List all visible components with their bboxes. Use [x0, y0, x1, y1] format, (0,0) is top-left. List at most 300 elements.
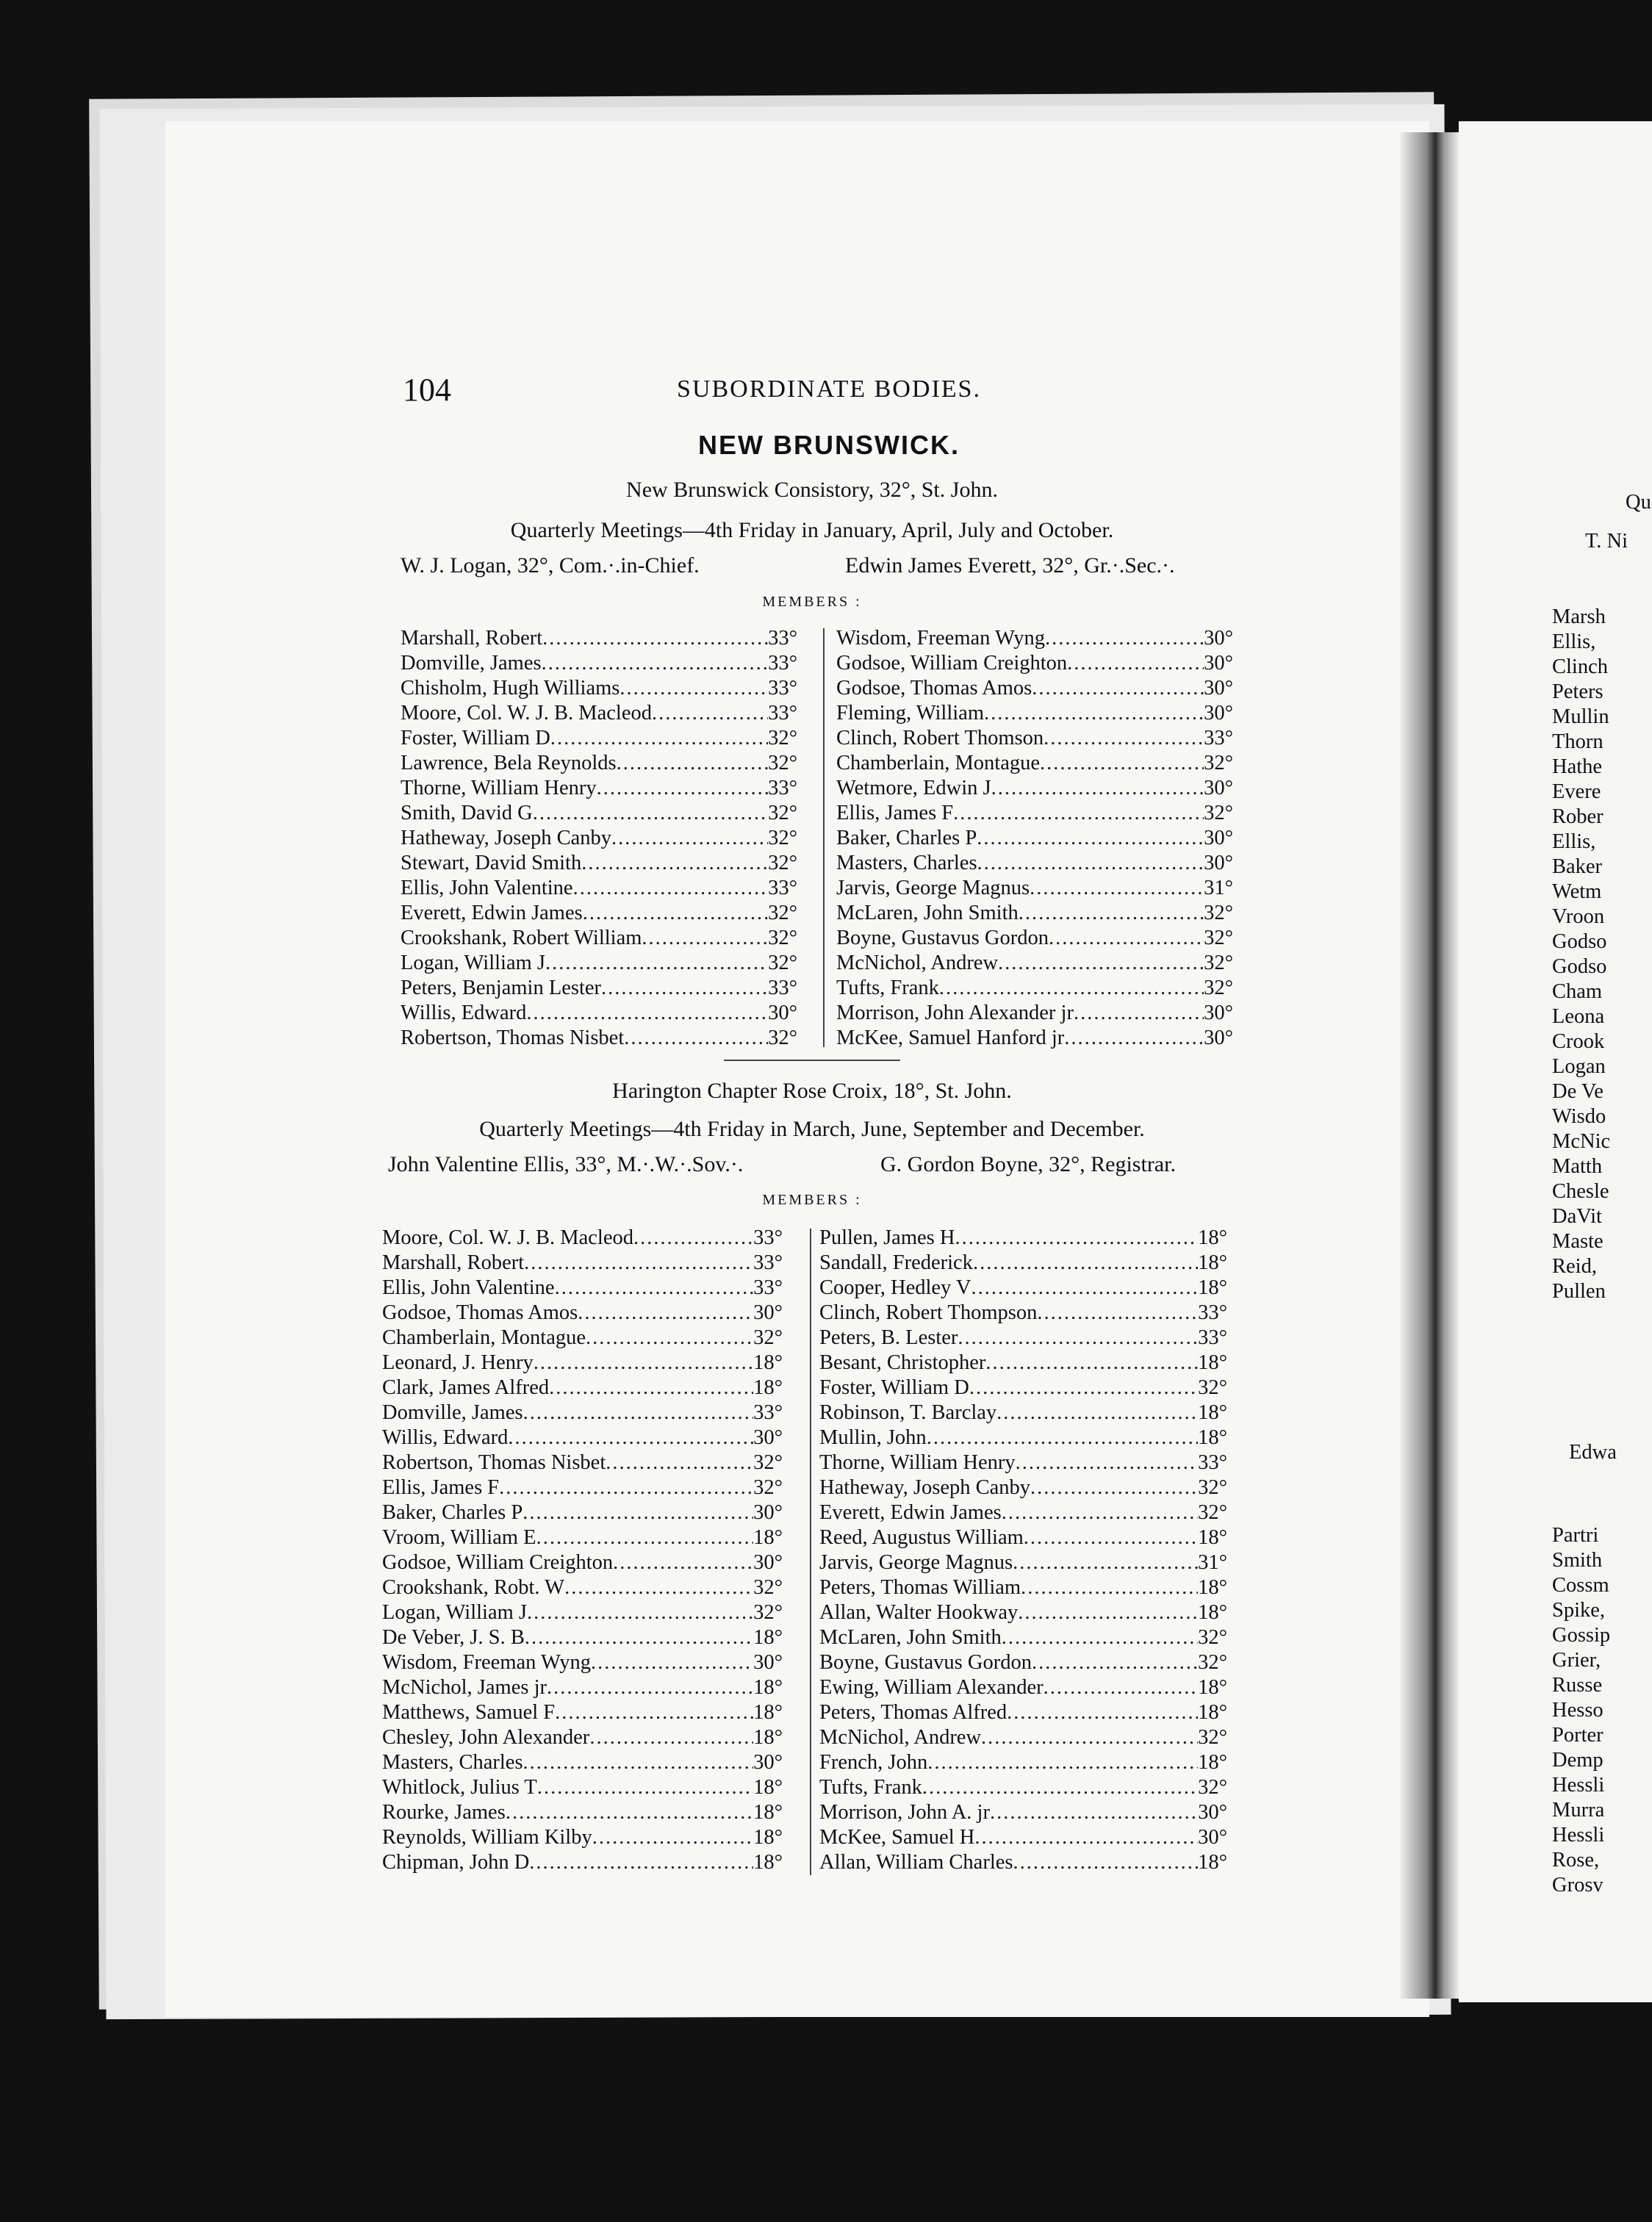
facing-list-item: Leona	[1552, 1005, 1605, 1028]
member-degree: 18°	[1198, 1426, 1227, 1449]
member-name: Logan, William J	[401, 952, 546, 974]
member-row	[401, 851, 797, 876]
member-degree: 32°	[753, 1476, 783, 1499]
member-name: French, John	[819, 1751, 928, 1774]
member-degree: 33°	[1198, 1326, 1227, 1349]
facing-list-item: Ellis,	[1552, 630, 1596, 653]
member-row	[382, 1775, 783, 1800]
member-name: Moore, Col. W. J. B. Macleod	[401, 702, 652, 725]
member-row	[819, 1425, 1227, 1450]
member-degree: 31°	[1204, 877, 1233, 899]
leader-dots	[592, 1825, 753, 1850]
member-degree: 18°	[1198, 1251, 1227, 1274]
leader-dots	[1002, 1625, 1198, 1650]
member-name: Mullin, John	[819, 1426, 927, 1449]
member-degree: 18°	[753, 1676, 783, 1699]
member-degree: 18°	[1198, 1351, 1227, 1374]
member-degree: 30°	[1204, 852, 1233, 874]
member-name: Stewart, David Smith	[401, 852, 582, 874]
member-row	[836, 651, 1233, 676]
member-name: Jarvis, George Magnus	[836, 877, 1030, 899]
member-row	[819, 1251, 1227, 1276]
leader-dots	[1007, 1700, 1198, 1725]
facing-list-item: Murra	[1552, 1799, 1605, 1822]
member-degree: 32°	[1204, 802, 1233, 824]
member-name: McNichol, Andrew	[819, 1726, 982, 1749]
facing-list-item: Russe	[1552, 1674, 1603, 1697]
member-row	[382, 1301, 783, 1326]
leader-dots	[586, 1326, 753, 1351]
member-name: Marshall, Robert	[382, 1251, 525, 1274]
member-degree: 18°	[753, 1701, 783, 1724]
member-row	[382, 1475, 783, 1500]
leader-dots	[555, 1276, 754, 1301]
member-row	[382, 1351, 783, 1376]
member-row	[401, 751, 797, 776]
member-row	[819, 1475, 1227, 1500]
member-row	[836, 851, 1233, 876]
chapter-meetings: Quarterly Meetings—4th Friday in March, June, September and December.	[479, 1117, 1145, 1141]
leader-dots	[533, 801, 768, 826]
member-row	[401, 926, 797, 951]
book-gutter	[1400, 132, 1459, 1999]
leader-dots	[642, 926, 768, 951]
member-name: Masters, Charles	[836, 852, 977, 874]
leader-dots	[1049, 926, 1204, 951]
member-name: Ellis, James F	[382, 1476, 500, 1499]
member-row	[819, 1725, 1227, 1750]
member-degree: 30°	[768, 1002, 797, 1024]
leader-dots	[972, 1276, 1199, 1301]
member-name: Whitlock, Julius T	[382, 1776, 537, 1799]
facing-list-item: Vroon	[1552, 905, 1605, 928]
member-degree: 33°	[753, 1226, 783, 1249]
member-name: Tufts, Frank	[819, 1776, 922, 1799]
member-name: Chamberlain, Montague	[382, 1326, 586, 1349]
leader-dots	[581, 851, 768, 876]
member-degree: 18°	[753, 1626, 783, 1649]
facing-fragment: Edwa	[1569, 1441, 1617, 1464]
member-row	[382, 1850, 783, 1875]
member-row	[819, 1301, 1227, 1326]
member-degree: 33°	[768, 652, 797, 675]
leader-dots	[985, 1351, 1198, 1376]
member-name: McLaren, John Smith	[819, 1626, 1002, 1649]
member-name: Wisdom, Freeman Wyng	[836, 627, 1045, 650]
leader-dots	[522, 1500, 753, 1525]
member-degree: 33°	[768, 702, 797, 725]
member-name: Thorne, William Henry	[401, 777, 597, 799]
member-row	[819, 1376, 1227, 1401]
leader-dots	[1024, 1525, 1198, 1550]
member-row	[382, 1600, 783, 1625]
member-name: Jarvis, George Magnus	[819, 1551, 1013, 1574]
member-degree: 32°	[768, 852, 797, 874]
member-degree: 33°	[1198, 1451, 1227, 1474]
facing-list-item: Cossm	[1552, 1574, 1609, 1597]
page-header	[403, 371, 1255, 408]
leader-dots	[1002, 1500, 1198, 1525]
member-row	[382, 1700, 783, 1725]
member-name: Marshall, Robert	[401, 627, 543, 650]
leader-dots	[526, 1001, 768, 1026]
member-degree: 18°	[1198, 1401, 1227, 1424]
member-name: Clark, James Alfred	[382, 1376, 550, 1399]
consistory-officer-left: W. J. Logan, 32°, Com.·.in-Chief.	[401, 553, 700, 578]
facing-list-item: Peters	[1552, 680, 1603, 703]
member-row	[836, 801, 1233, 826]
leader-dots	[977, 826, 1204, 851]
member-name: Hatheway, Joseph Canby	[401, 827, 612, 849]
facing-list-item: Hessli	[1552, 1824, 1605, 1847]
member-row	[819, 1326, 1227, 1351]
facing-header-fragment: Qu	[1626, 491, 1651, 514]
leader-dots	[1064, 1026, 1204, 1051]
leader-dots	[555, 1700, 753, 1725]
member-degree: 18°	[1198, 1851, 1227, 1874]
member-row	[836, 976, 1233, 1001]
member-name: Foster, William D	[401, 727, 550, 749]
member-degree: 30°	[753, 1301, 783, 1324]
member-degree: 33°	[753, 1251, 783, 1274]
member-row	[401, 976, 797, 1001]
leader-dots	[996, 1401, 1198, 1425]
leader-dots	[545, 951, 768, 976]
member-row	[401, 1001, 797, 1026]
member-degree: 18°	[753, 1726, 783, 1749]
facing-list-item: Smith	[1552, 1549, 1603, 1572]
leader-dots	[1037, 1301, 1198, 1326]
facing-list-item: Demp	[1552, 1749, 1603, 1772]
member-degree: 31°	[1198, 1551, 1227, 1574]
member-row	[382, 1500, 783, 1525]
right-page	[1459, 121, 1652, 2002]
facing-list-item: Grier,	[1552, 1649, 1601, 1672]
member-row	[836, 1026, 1233, 1051]
facing-list-item: Ellis,	[1552, 830, 1596, 853]
member-name: Robertson, Thomas Nisbet	[382, 1451, 606, 1474]
member-name: Rourke, James	[382, 1801, 506, 1824]
leader-dots	[549, 1376, 753, 1401]
member-row	[836, 826, 1233, 851]
member-name: Crookshank, Robert William	[401, 927, 642, 949]
member-name: Moore, Col. W. J. B. Macleod	[382, 1226, 633, 1249]
leader-dots	[597, 776, 768, 801]
member-row	[819, 1675, 1227, 1700]
member-degree: 32°	[1198, 1776, 1227, 1799]
member-row	[836, 901, 1233, 926]
member-row	[819, 1500, 1227, 1525]
leader-dots	[652, 701, 768, 726]
leader-dots	[534, 1351, 753, 1376]
member-row	[819, 1550, 1227, 1575]
member-name: Wetmore, Edwin J	[836, 777, 991, 799]
facing-list-item: Baker	[1552, 855, 1603, 878]
member-name: McNichol, James jr	[382, 1676, 547, 1699]
member-row	[819, 1276, 1227, 1301]
running-head: SUBORDINATE BODIES.	[677, 375, 981, 403]
member-degree: 18°	[1198, 1276, 1227, 1299]
leader-dots	[973, 1251, 1198, 1276]
facing-list-item: Partri	[1552, 1524, 1599, 1547]
member-row	[401, 876, 797, 901]
member-degree: 18°	[753, 1526, 783, 1549]
member-degree: 32°	[768, 752, 797, 774]
member-degree: 32°	[1204, 752, 1233, 774]
member-degree: 32°	[1198, 1376, 1227, 1399]
member-row	[836, 626, 1233, 651]
leader-dots	[542, 626, 768, 651]
member-degree: 33°	[753, 1276, 783, 1299]
member-degree: 33°	[768, 877, 797, 899]
facing-list-item: Rober	[1552, 805, 1603, 828]
member-degree: 18°	[1198, 1526, 1227, 1549]
facing-list-item: Maste	[1552, 1230, 1603, 1253]
member-row	[836, 701, 1233, 726]
member-name: Clinch, Robert Thomson	[836, 727, 1044, 749]
leader-dots	[990, 1800, 1198, 1825]
leader-dots	[1032, 676, 1204, 701]
member-name: Peters, B. Lester	[819, 1326, 958, 1349]
member-row	[836, 676, 1233, 701]
member-name: Everett, Edwin James	[819, 1501, 1002, 1524]
member-name: Masters, Charles	[382, 1751, 523, 1774]
member-name: Morrison, John Alexander jr	[836, 1002, 1074, 1024]
leader-dots	[998, 951, 1204, 976]
member-row	[836, 1001, 1233, 1026]
member-name: Willis, Edward	[401, 1002, 527, 1024]
member-degree: 32°	[1198, 1651, 1227, 1674]
member-name: Domville, James	[382, 1401, 523, 1424]
consistory-members-label: MEMBERS :	[762, 594, 862, 610]
facing-list-item: Rose,	[1552, 1849, 1600, 1872]
leader-dots	[524, 1251, 753, 1276]
member-degree: 30°	[1198, 1801, 1227, 1824]
leader-dots	[536, 1525, 754, 1550]
member-row	[819, 1775, 1227, 1800]
leader-dots	[601, 976, 768, 1001]
leader-dots	[1044, 726, 1204, 751]
member-degree: 30°	[753, 1426, 783, 1449]
leader-dots	[523, 1401, 754, 1425]
member-name: Lawrence, Bela Reynolds	[401, 752, 617, 774]
member-row	[382, 1326, 783, 1351]
facing-list-item: Marsh	[1552, 605, 1606, 628]
member-degree: 33°	[753, 1401, 783, 1424]
member-degree: 33°	[1198, 1301, 1227, 1324]
member-degree: 33°	[768, 977, 797, 999]
member-row	[836, 751, 1233, 776]
member-row	[819, 1575, 1227, 1600]
leader-dots	[939, 976, 1204, 1001]
member-degree: 32°	[753, 1451, 783, 1474]
member-name: Morrison, John A. jr	[819, 1801, 990, 1824]
leader-dots	[981, 1725, 1198, 1750]
member-degree: 32°	[1198, 1501, 1227, 1524]
member-degree: 30°	[1204, 702, 1233, 725]
member-row	[382, 1251, 783, 1276]
leader-dots	[508, 1425, 753, 1450]
member-row	[401, 701, 797, 726]
member-degree: 33°	[768, 777, 797, 799]
member-degree: 32°	[768, 802, 797, 824]
member-name: Chesley, John Alexander	[382, 1726, 590, 1749]
leader-dots	[974, 1825, 1198, 1850]
member-name: Boyne, Gustavus Gordon	[836, 927, 1049, 949]
leader-dots	[927, 1425, 1198, 1450]
member-row	[401, 776, 797, 801]
member-degree: 32°	[1204, 952, 1233, 974]
member-name: Godsoe, Thomas Amos	[836, 677, 1032, 700]
leader-dots	[1016, 1450, 1198, 1475]
member-row	[401, 1026, 797, 1051]
member-degree: 32°	[753, 1326, 783, 1349]
member-degree: 30°	[1204, 627, 1233, 650]
facing-list-item: Clinch	[1552, 655, 1608, 678]
facing-list-item: Hathe	[1552, 755, 1603, 778]
member-row	[382, 1376, 783, 1401]
member-degree: 18°	[753, 1351, 783, 1374]
member-name: Godsoe, William Creighton	[836, 652, 1068, 675]
column-divider	[810, 1229, 811, 1875]
leader-dots	[620, 676, 768, 701]
member-row	[819, 1750, 1227, 1775]
leader-dots	[1018, 1600, 1198, 1625]
member-degree: 32°	[768, 927, 797, 949]
member-name: Fleming, William	[836, 702, 984, 725]
leader-dots	[1040, 751, 1204, 776]
member-name: Godsoe, Thomas Amos	[382, 1301, 578, 1324]
facing-list-item: Godso	[1552, 930, 1607, 953]
leader-dots	[953, 801, 1204, 826]
member-row	[382, 1750, 783, 1775]
leader-dots	[537, 1775, 753, 1800]
chapter-members-label: MEMBERS :	[762, 1192, 862, 1208]
state-heading: NEW BRUNSWICK.	[698, 430, 960, 460]
member-degree: 18°	[753, 1776, 783, 1799]
leader-dots	[1030, 1475, 1198, 1500]
member-name: Sandall, Frederick	[819, 1251, 973, 1274]
leader-dots	[1045, 626, 1204, 651]
chapter-officer-right: G. Gordon Boyne, 32°, Registrar.	[880, 1152, 1176, 1176]
member-degree: 18°	[1198, 1601, 1227, 1624]
member-row	[401, 651, 797, 676]
member-degree: 32°	[1204, 927, 1233, 949]
leader-dots	[955, 1226, 1198, 1251]
chapter-title: Harington Chapter Rose Croix, 18°, St. John.	[612, 1079, 1012, 1103]
member-degree: 33°	[768, 677, 797, 700]
leader-dots	[984, 701, 1204, 726]
member-name: Allan, Walter Hookway	[819, 1601, 1019, 1624]
member-name: Matthews, Samuel F	[382, 1701, 556, 1724]
facing-header-fragment: T. Ni	[1585, 530, 1628, 553]
member-row	[836, 951, 1233, 976]
member-row	[401, 626, 797, 651]
member-degree: 30°	[1204, 677, 1233, 700]
member-row	[819, 1700, 1227, 1725]
member-name: Chipman, John D	[382, 1851, 530, 1874]
member-name: Domville, James	[401, 652, 542, 675]
member-name: Logan, William J	[382, 1601, 528, 1624]
leader-dots	[613, 1550, 753, 1575]
member-degree: 33°	[768, 627, 797, 650]
member-row	[382, 1575, 783, 1600]
member-name: Everett, Edwin James	[401, 902, 583, 924]
leader-dots	[624, 1026, 768, 1051]
leader-dots	[633, 1226, 753, 1251]
consistory-members-left	[401, 626, 797, 1051]
leader-dots	[547, 1675, 753, 1700]
member-name: McKee, Samuel H	[819, 1826, 975, 1849]
member-degree: 30°	[753, 1501, 783, 1524]
member-name: Godsoe, William Creighton	[382, 1551, 614, 1574]
facing-list-item: Evere	[1552, 780, 1601, 803]
member-degree: 33°	[1204, 727, 1233, 749]
facing-list-item: Godso	[1552, 955, 1607, 978]
leader-dots	[523, 1750, 754, 1775]
facing-list-item: Matth	[1552, 1155, 1603, 1178]
member-row	[401, 726, 797, 751]
member-degree: 30°	[753, 1551, 783, 1574]
member-name: Cooper, Hedley V	[819, 1276, 972, 1299]
leader-dots	[1019, 901, 1204, 926]
chapter-members-right	[819, 1226, 1227, 1875]
member-name: McKee, Samuel Hanford jr	[836, 1026, 1065, 1049]
leader-dots	[1032, 1650, 1198, 1675]
member-name: Chamberlain, Montague	[836, 752, 1041, 774]
member-degree: 32°	[768, 827, 797, 849]
facing-list-item: Hessli	[1552, 1774, 1605, 1797]
member-row	[836, 926, 1233, 951]
facing-list-item: Porter	[1552, 1724, 1603, 1747]
member-name: Ewing, William Alexander	[819, 1676, 1044, 1699]
member-name: Baker, Charles P	[382, 1501, 523, 1524]
leader-dots	[1044, 1675, 1198, 1700]
facing-list-item: DaVit	[1552, 1205, 1602, 1228]
facing-list-item: Wetm	[1552, 880, 1602, 903]
facing-list-item: De Ve	[1552, 1080, 1603, 1103]
member-row	[382, 1800, 783, 1825]
member-row	[819, 1600, 1227, 1625]
member-row	[382, 1550, 783, 1575]
member-row	[819, 1800, 1227, 1825]
leader-dots	[499, 1475, 753, 1500]
leader-dots	[977, 851, 1204, 876]
member-name: Smith, David G	[401, 802, 533, 824]
member-name: Clinch, Robert Thompson	[819, 1301, 1038, 1324]
member-degree: 30°	[753, 1651, 783, 1674]
member-name: Besant, Christopher	[819, 1351, 986, 1374]
member-row	[819, 1825, 1227, 1850]
member-degree: 18°	[753, 1826, 783, 1849]
member-name: Crookshank, Robt. W	[382, 1576, 565, 1599]
leader-dots	[1013, 1550, 1198, 1575]
member-row	[836, 876, 1233, 901]
member-degree: 32°	[753, 1576, 783, 1599]
facing-list-item: Wisdo	[1552, 1105, 1606, 1128]
facing-list-item: Reid,	[1552, 1255, 1597, 1278]
member-name: McLaren, John Smith	[836, 902, 1019, 924]
member-name: Peters, Thomas William	[819, 1576, 1021, 1599]
member-name: McNichol, Andrew	[836, 952, 999, 974]
member-name: Tufts, Frank	[836, 977, 939, 999]
leader-dots	[583, 901, 768, 926]
leader-dots	[506, 1800, 753, 1825]
member-degree: 18°	[1198, 1226, 1227, 1249]
member-name: Allan, William Charles	[819, 1851, 1013, 1874]
member-row	[401, 676, 797, 701]
facing-list-item: Hesso	[1552, 1699, 1603, 1722]
